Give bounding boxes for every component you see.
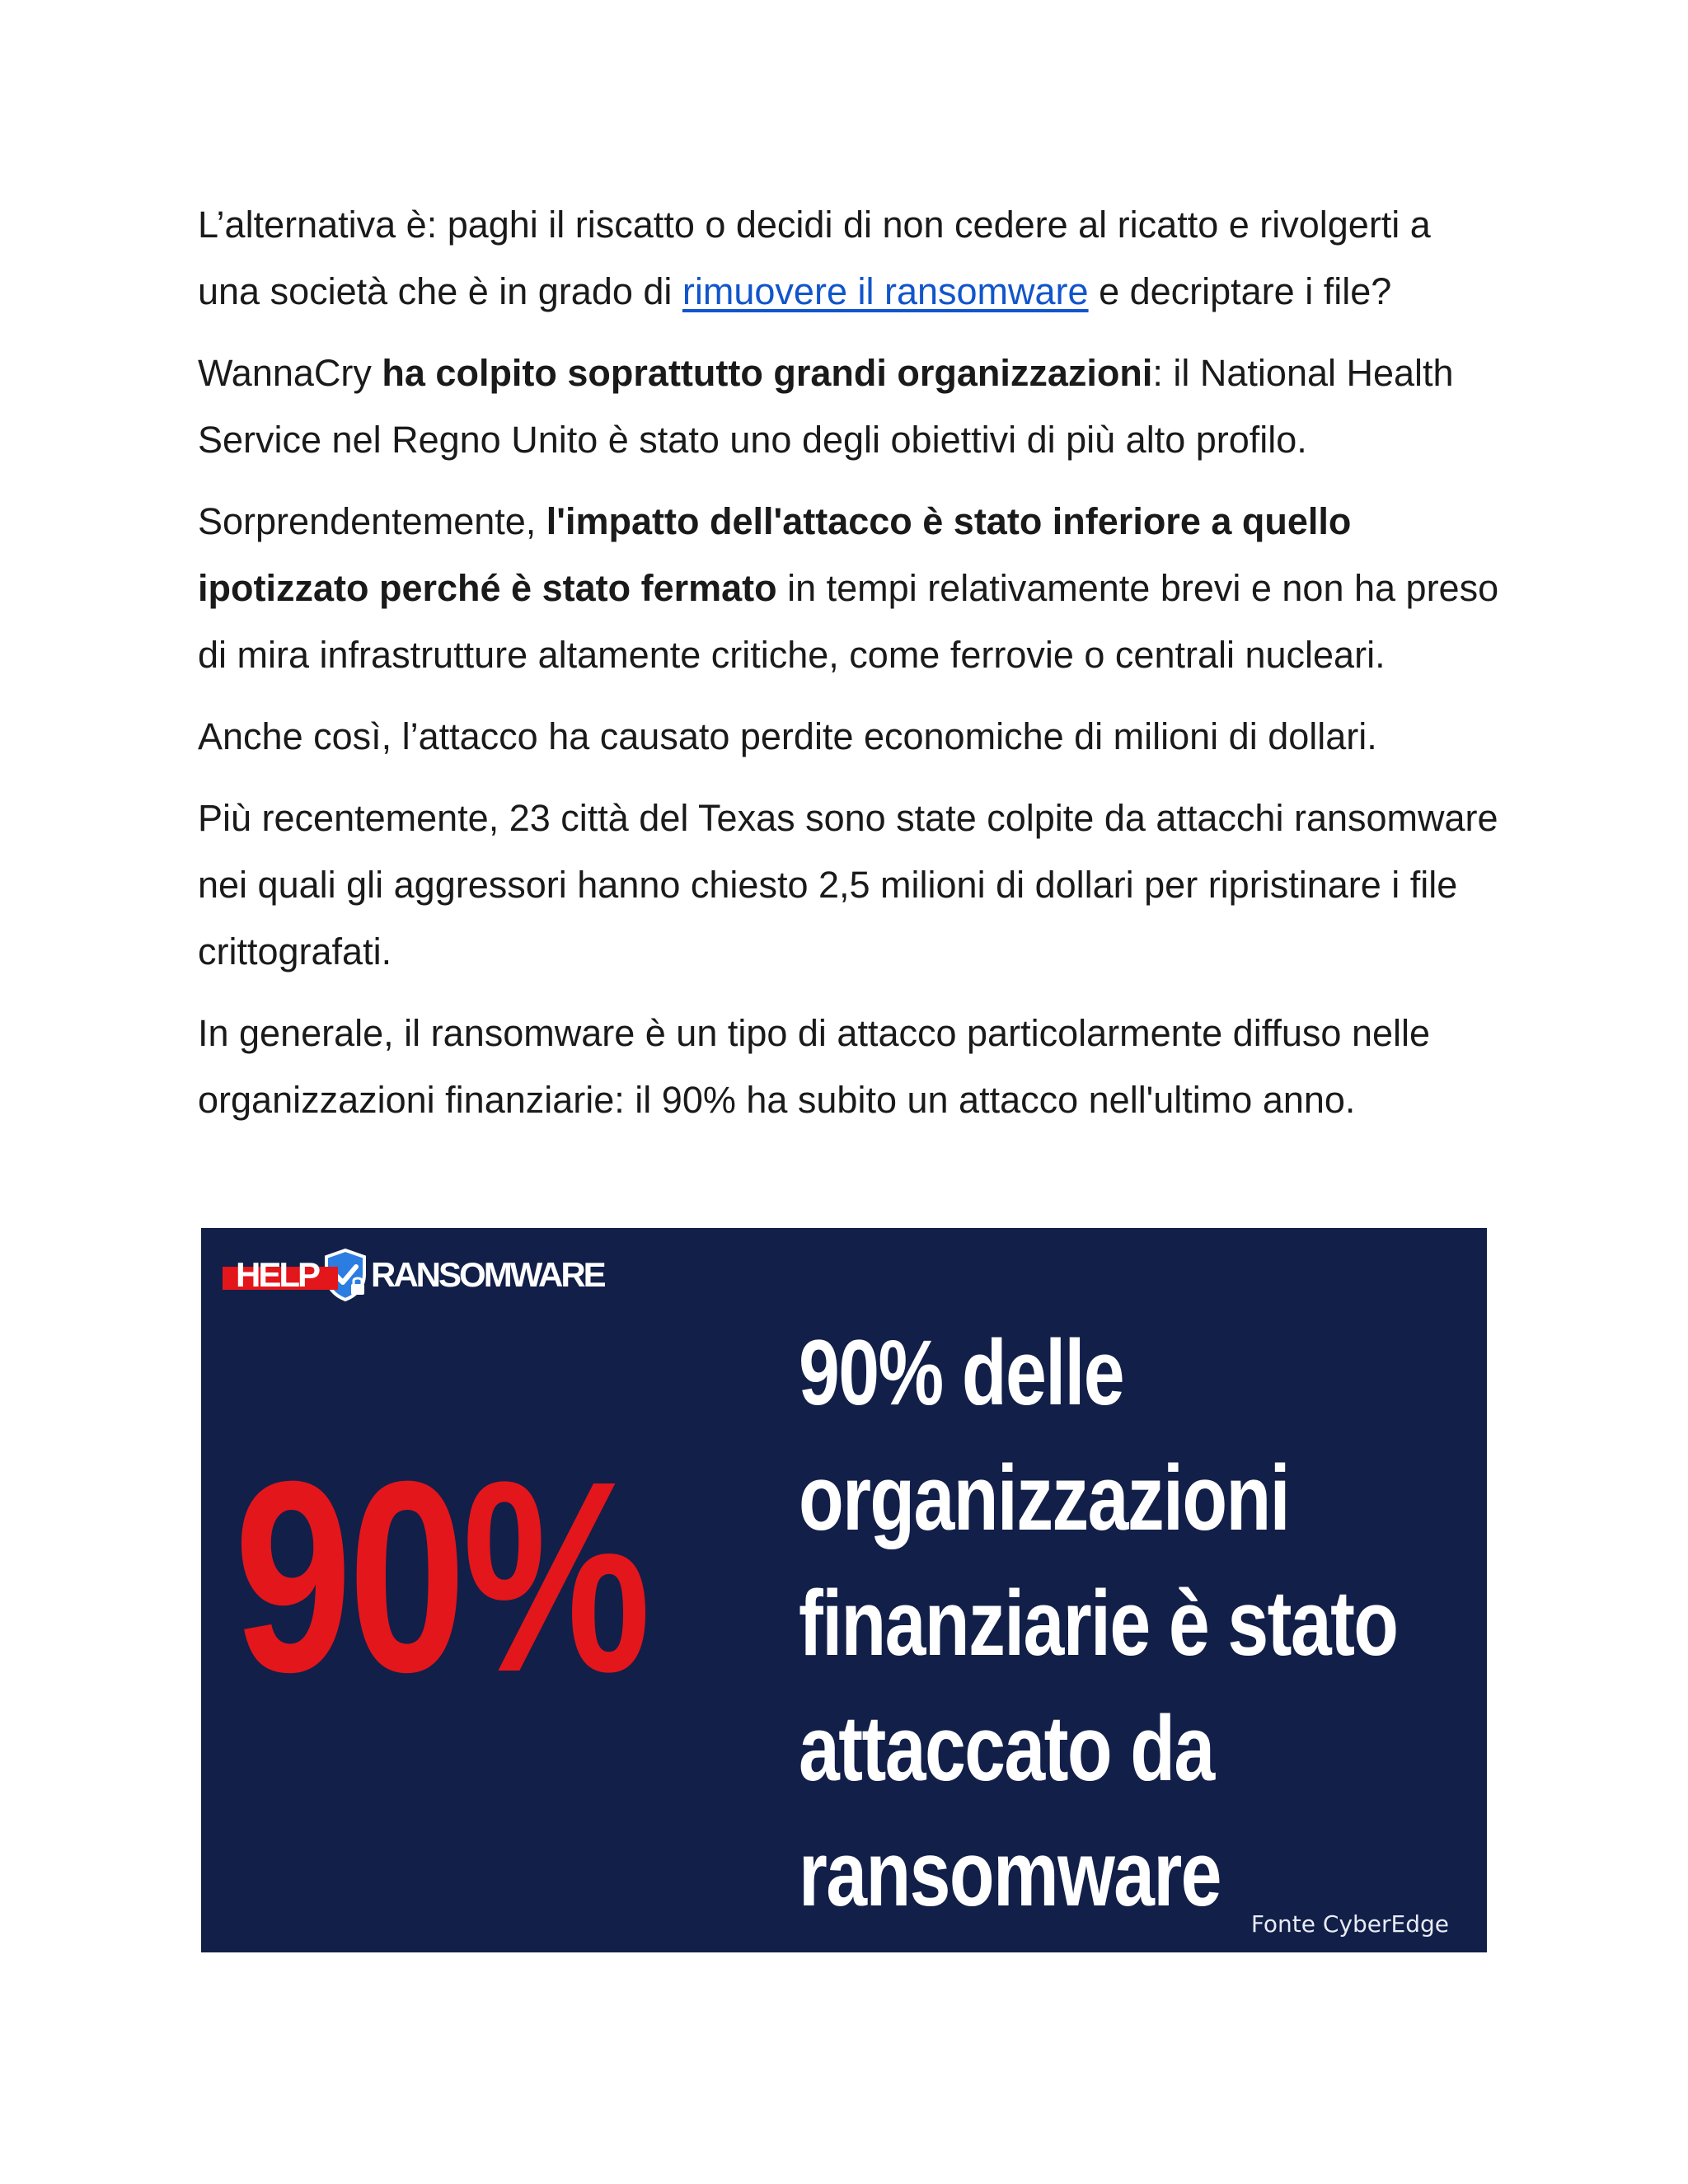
paragraph-3-text-a: Sorprendentemente, [198, 500, 546, 542]
paragraph-1 [198, 191, 1500, 325]
paragraph-3 [198, 488, 1500, 688]
paragraph-1-text-a: L’alternativa è: paghi il riscatto o decidi di non cedere al ricatto e rivolgerti a una società che è in grado di [198, 204, 1431, 312]
source-credit: Fonte CyberEdge [1250, 1910, 1449, 1938]
logo-ransomware-text: RANSOMWARE [371, 1255, 604, 1294]
paragraph-2-bold: ha colpito soprattutto grandi organizzazioni [382, 352, 1153, 394]
paragraph-3-text-b: in tempi relativamente brevi e non ha preso di mira infrastrutture altamente critiche, come ferrovie o centrali nucleari. [198, 567, 1499, 676]
big-percentage: 90% [234, 1424, 648, 1728]
article-body [198, 191, 1500, 1148]
paragraph-2-text-b: : il National Health Service nel Regno Unito è stato uno degli obiettivi di più alto profilo. [198, 352, 1454, 461]
remove-ransomware-link[interactable]: rimuovere il ransomware [682, 270, 1089, 312]
paragraph-2 [198, 340, 1500, 473]
logo-help-text: HELP [227, 1255, 325, 1295]
paragraph-4: Anche così, l’attacco ha causato perdite economiche di milioni di dollari. [198, 715, 1377, 757]
paragraph-5: Più recentemente, 23 città del Texas sono state colpite da attacchi ransomware nei quali gli aggressori hanno chiesto 2,5 milioni di dollari per ripristinare i file crittografati. [198, 797, 1498, 972]
ransomware-stat-banner [201, 1228, 1487, 1952]
banner-headline [799, 1310, 1475, 1937]
headline-line-4: attaccato da [799, 1697, 1214, 1800]
help-ransomware-logo [227, 1246, 604, 1304]
headline-line-1: 90% delle [799, 1321, 1124, 1424]
paragraph-6: In generale, il ransomware è un tipo di attacco particolarmente diffuso nelle organizzazioni finanziarie: il 90% ha subito un attacco nell'ultimo anno. [198, 1012, 1431, 1121]
headline-line-5: ransomware [799, 1822, 1221, 1925]
headline-line-3: finanziarie è stato [799, 1572, 1398, 1675]
paragraph-1-text-b: e decriptare i file? [1088, 270, 1392, 312]
headline-line-2: organizzazioni [799, 1446, 1289, 1549]
paragraph-3-bold: l'impatto dell'attacco è stato inferiore a quello ipotizzato perché è stato fermato [198, 500, 1352, 609]
paragraph-2-text-a: WannaCry [198, 352, 382, 394]
